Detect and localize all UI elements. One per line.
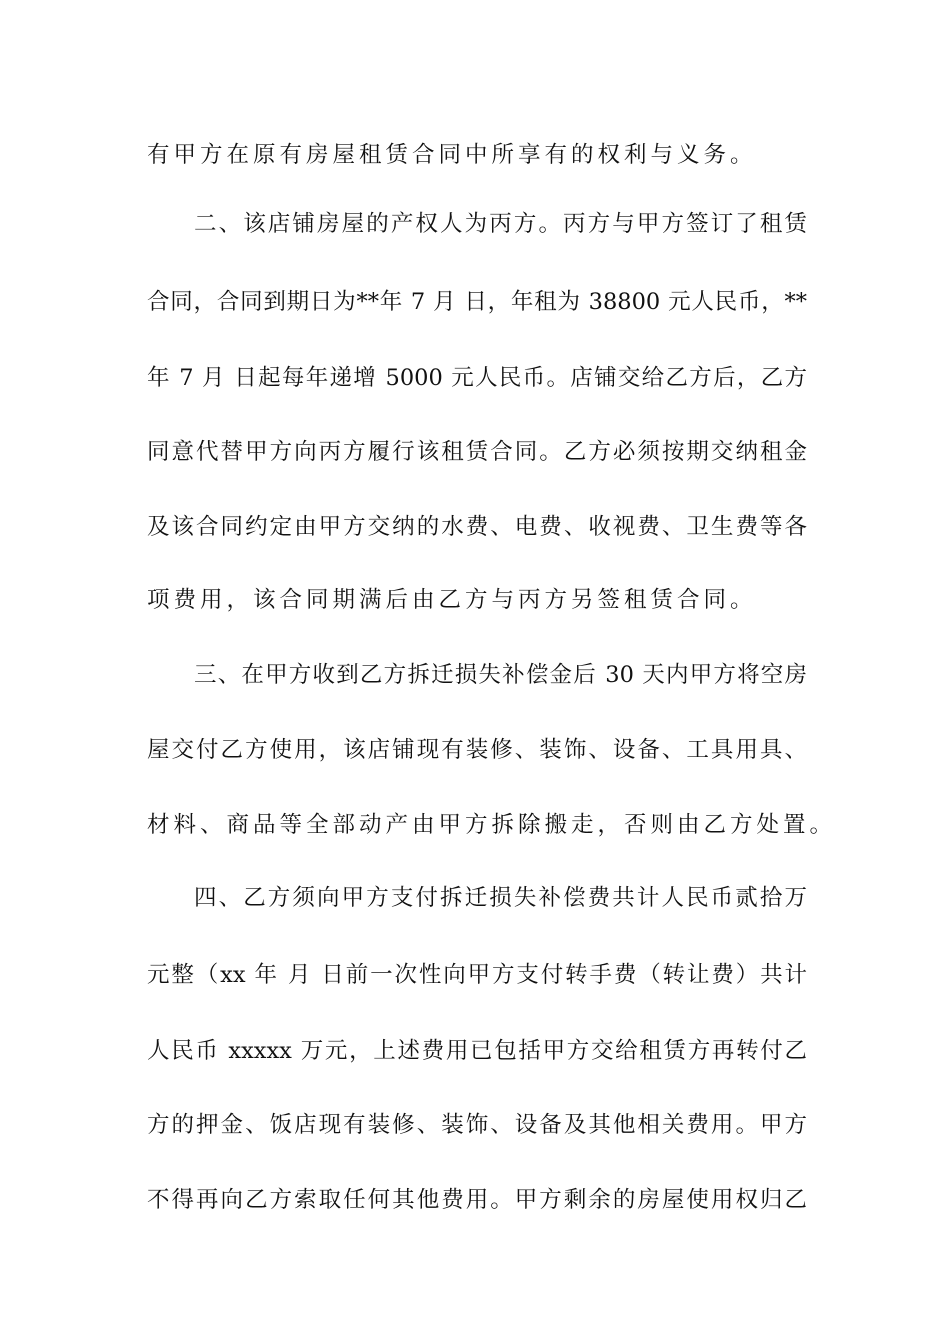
- text-line: 合同，合同到期日为**年 7 月 日，年租为 38800 元人民币，**: [147, 289, 807, 315]
- text-line: 屋交付乙方使用，该店铺现有装修、装饰、设备、工具用具、: [147, 737, 807, 763]
- paragraph-4-line: 四、乙方须向甲方支付拆迁损失补偿费共计人民币贰拾万: [194, 885, 807, 911]
- paragraph-2-line: 二、该店铺房屋的产权人为丙方。丙方与甲方签订了租赁: [194, 211, 807, 237]
- text-line: 人民币 xxxxx 万元，上述费用已包括甲方交给租赁方再转付乙: [147, 1038, 807, 1064]
- text-line: 及该合同约定由甲方交纳的水费、电费、收视费、卫生费等各: [147, 514, 807, 540]
- text-line: 材料、商品等全部动产由甲方拆除搬走，否则由乙方处置。: [147, 812, 837, 838]
- text-line: 方的押金、饭店现有装修、装饰、设备及其他相关费用。甲方: [147, 1112, 807, 1138]
- text-line: 元整（xx 年 月 日前一次性向甲方支付转手费（转让费）共计: [147, 962, 807, 988]
- text-line: 年 7 月 日起每年递增 5000 元人民币。店铺交给乙方后，乙方: [147, 365, 807, 391]
- text-line: 项费用，该合同期满后由乙方与丙方另签租赁合同。: [147, 587, 757, 613]
- text-line: 同意代替甲方向丙方履行该租赁合同。乙方必须按期交纳租金: [147, 439, 807, 465]
- text-line: 不得再向乙方索取任何其他费用。甲方剩余的房屋使用权归乙: [147, 1187, 807, 1213]
- paragraph-3-line: 三、在甲方收到乙方拆迁损失补偿金后 30 天内甲方将空房: [194, 662, 807, 688]
- text-line: 有甲方在原有房屋租赁合同中所享有的权利与义务。: [147, 142, 757, 168]
